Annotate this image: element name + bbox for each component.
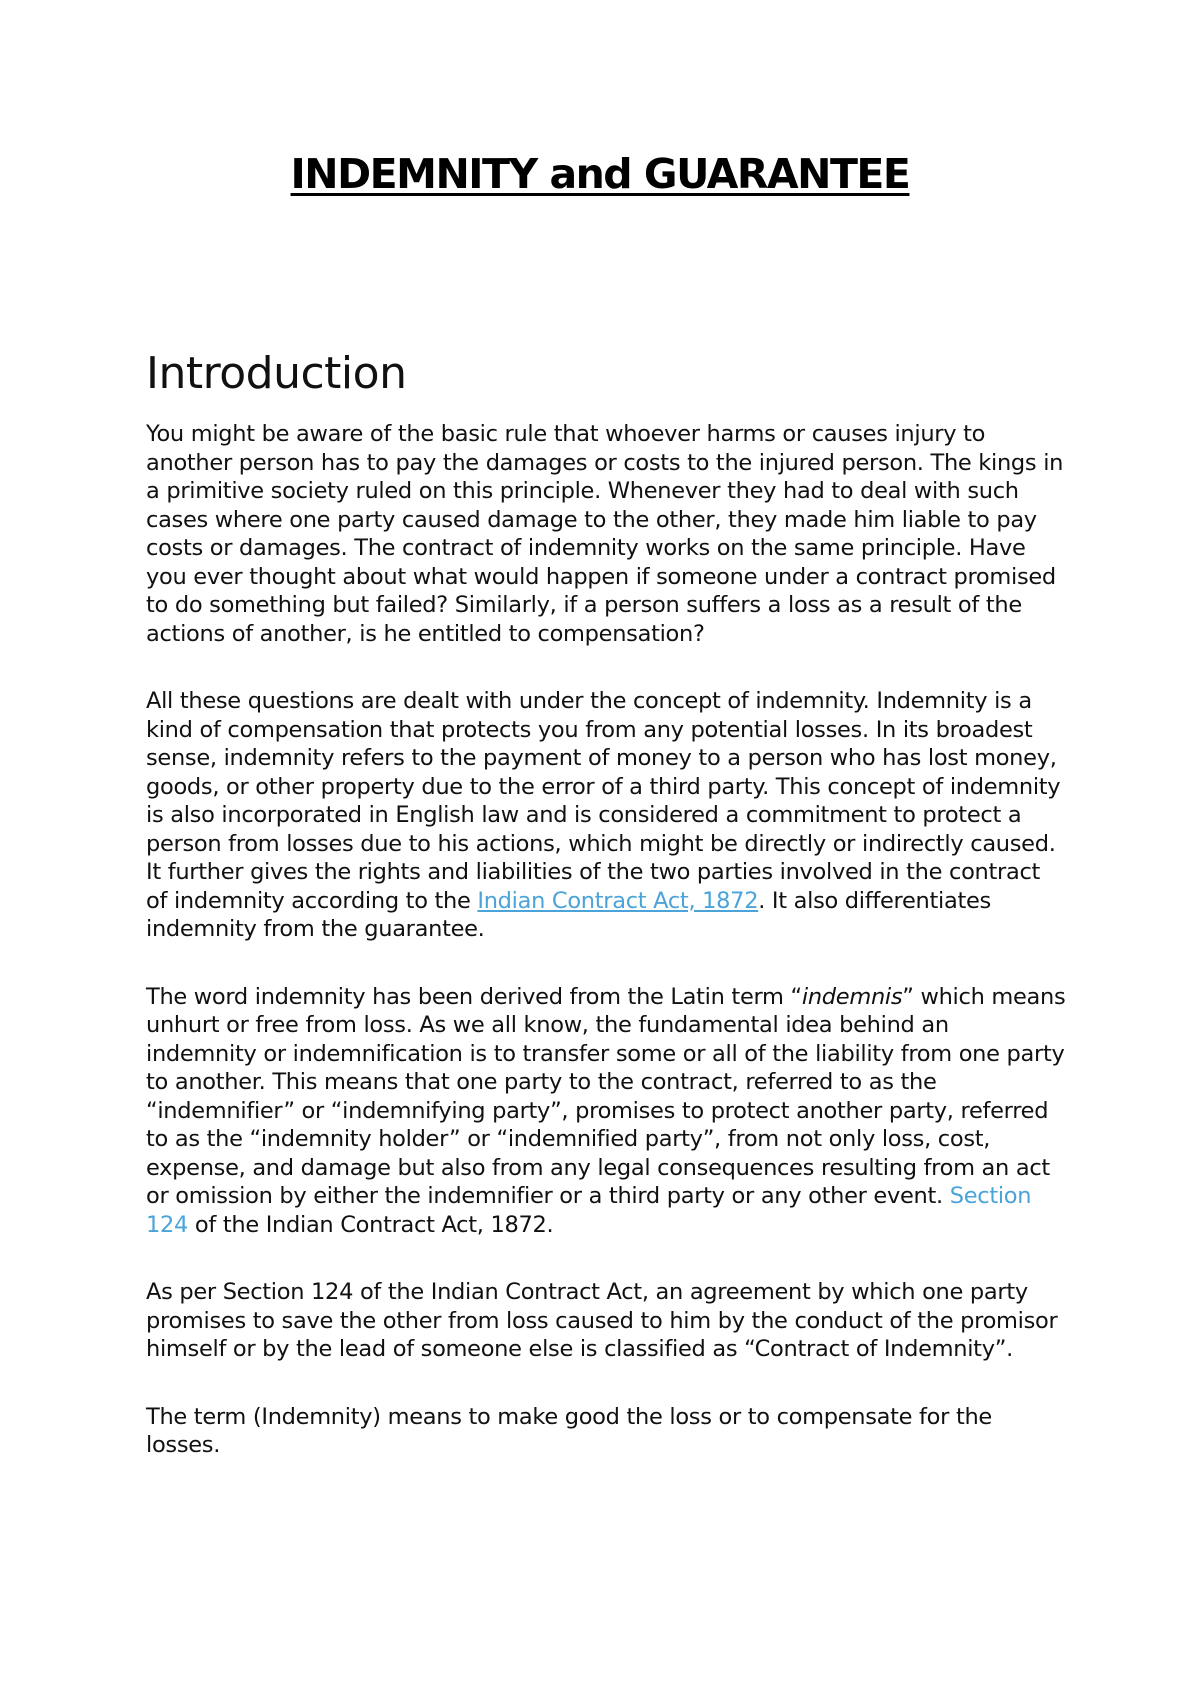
paragraph-1-text: You might be aware of the basic rule that whoever harms or causes injury to another person has to pay the damages or costs to the injured person. The kings in a primitive society ruled on this principle. Whenever they had to deal with such cases where one party caused damage to the other, they made him liable to pay costs or damages. The contract of indemnity works on the same principle. Have you ever thought about what would happen if someone under a contract promised to do something but failed? Similarly, if a person suffers a loss as a result of the actions of another, is he entitled to compensation? [146, 421, 1064, 647]
paragraph-3-text-before-italic: The word indemnity has been derived from the Latin term “ [146, 983, 802, 1010]
paragraph-3 [146, 983, 1066, 1240]
paragraph-5 [146, 1403, 1066, 1460]
section-124-link[interactable]: Section 124 [146, 1183, 1032, 1238]
paragraph-2-text-before-link: All these questions are dealt with under the concept of indemnity. Indemnity is a kind of compensation that protects you from any potential losses. In its broadest sense, indemnity refers to the payment of money to a person who has lost money, goods, or other property due to the error of a third party. This concept of indemnity is also incorporated in English law and is considered a commitment to protect a person from losses due to his actions, which might be directly or indirectly caused. It further gives the rights and liabilities of the two parties involved in the contract of indemnity according to the [146, 688, 1061, 914]
indian-contract-act-link[interactable]: Indian Contract Act, 1872 [477, 887, 759, 914]
body-text [146, 420, 1066, 1499]
paragraph-3-text-after-link: of the Indian Contract Act, 1872. [188, 1211, 554, 1238]
paragraph-5-text: The term (Indemnity) means to make good the loss or to compensate for the losses. [146, 1403, 992, 1458]
paragraph-3-text-after-italic: ” which means unhurt or free from loss. As we all know, the fundamental idea behind an indemnity or indemnification is to transfer some or all of the liability from one party to another. This means that one party to the contract, referred to as the “indemnifier” or “indemnifying party”, promises to protect another party, referred to as the “indemnity holder” or “indemnified party”, from not only loss, cost, expense, and damage but also from any legal consequences resulting from an act or omission by either the indemnifier or a third party or any other event. [146, 983, 1066, 1209]
paragraph-4 [146, 1278, 1066, 1364]
paragraph-2-text-after-link: . It also differentiates indemnity from the guarantee. [146, 887, 991, 942]
document-title: INDEMNITY and GUARANTEE [290, 150, 910, 198]
paragraph-2 [146, 687, 1066, 944]
paragraph-4-text: As per Section 124 of the Indian Contract Act, an agreement by which one party promises to save the other from loss caused to him by the conduct of the promisor himself or by the lead of someone else is classified as “Contract of Indemnity”. [146, 1279, 1058, 1362]
paragraph-1 [146, 420, 1066, 648]
latin-term-indemnis: indemnis [801, 983, 903, 1010]
section-heading-introduction: Introduction [146, 348, 407, 399]
